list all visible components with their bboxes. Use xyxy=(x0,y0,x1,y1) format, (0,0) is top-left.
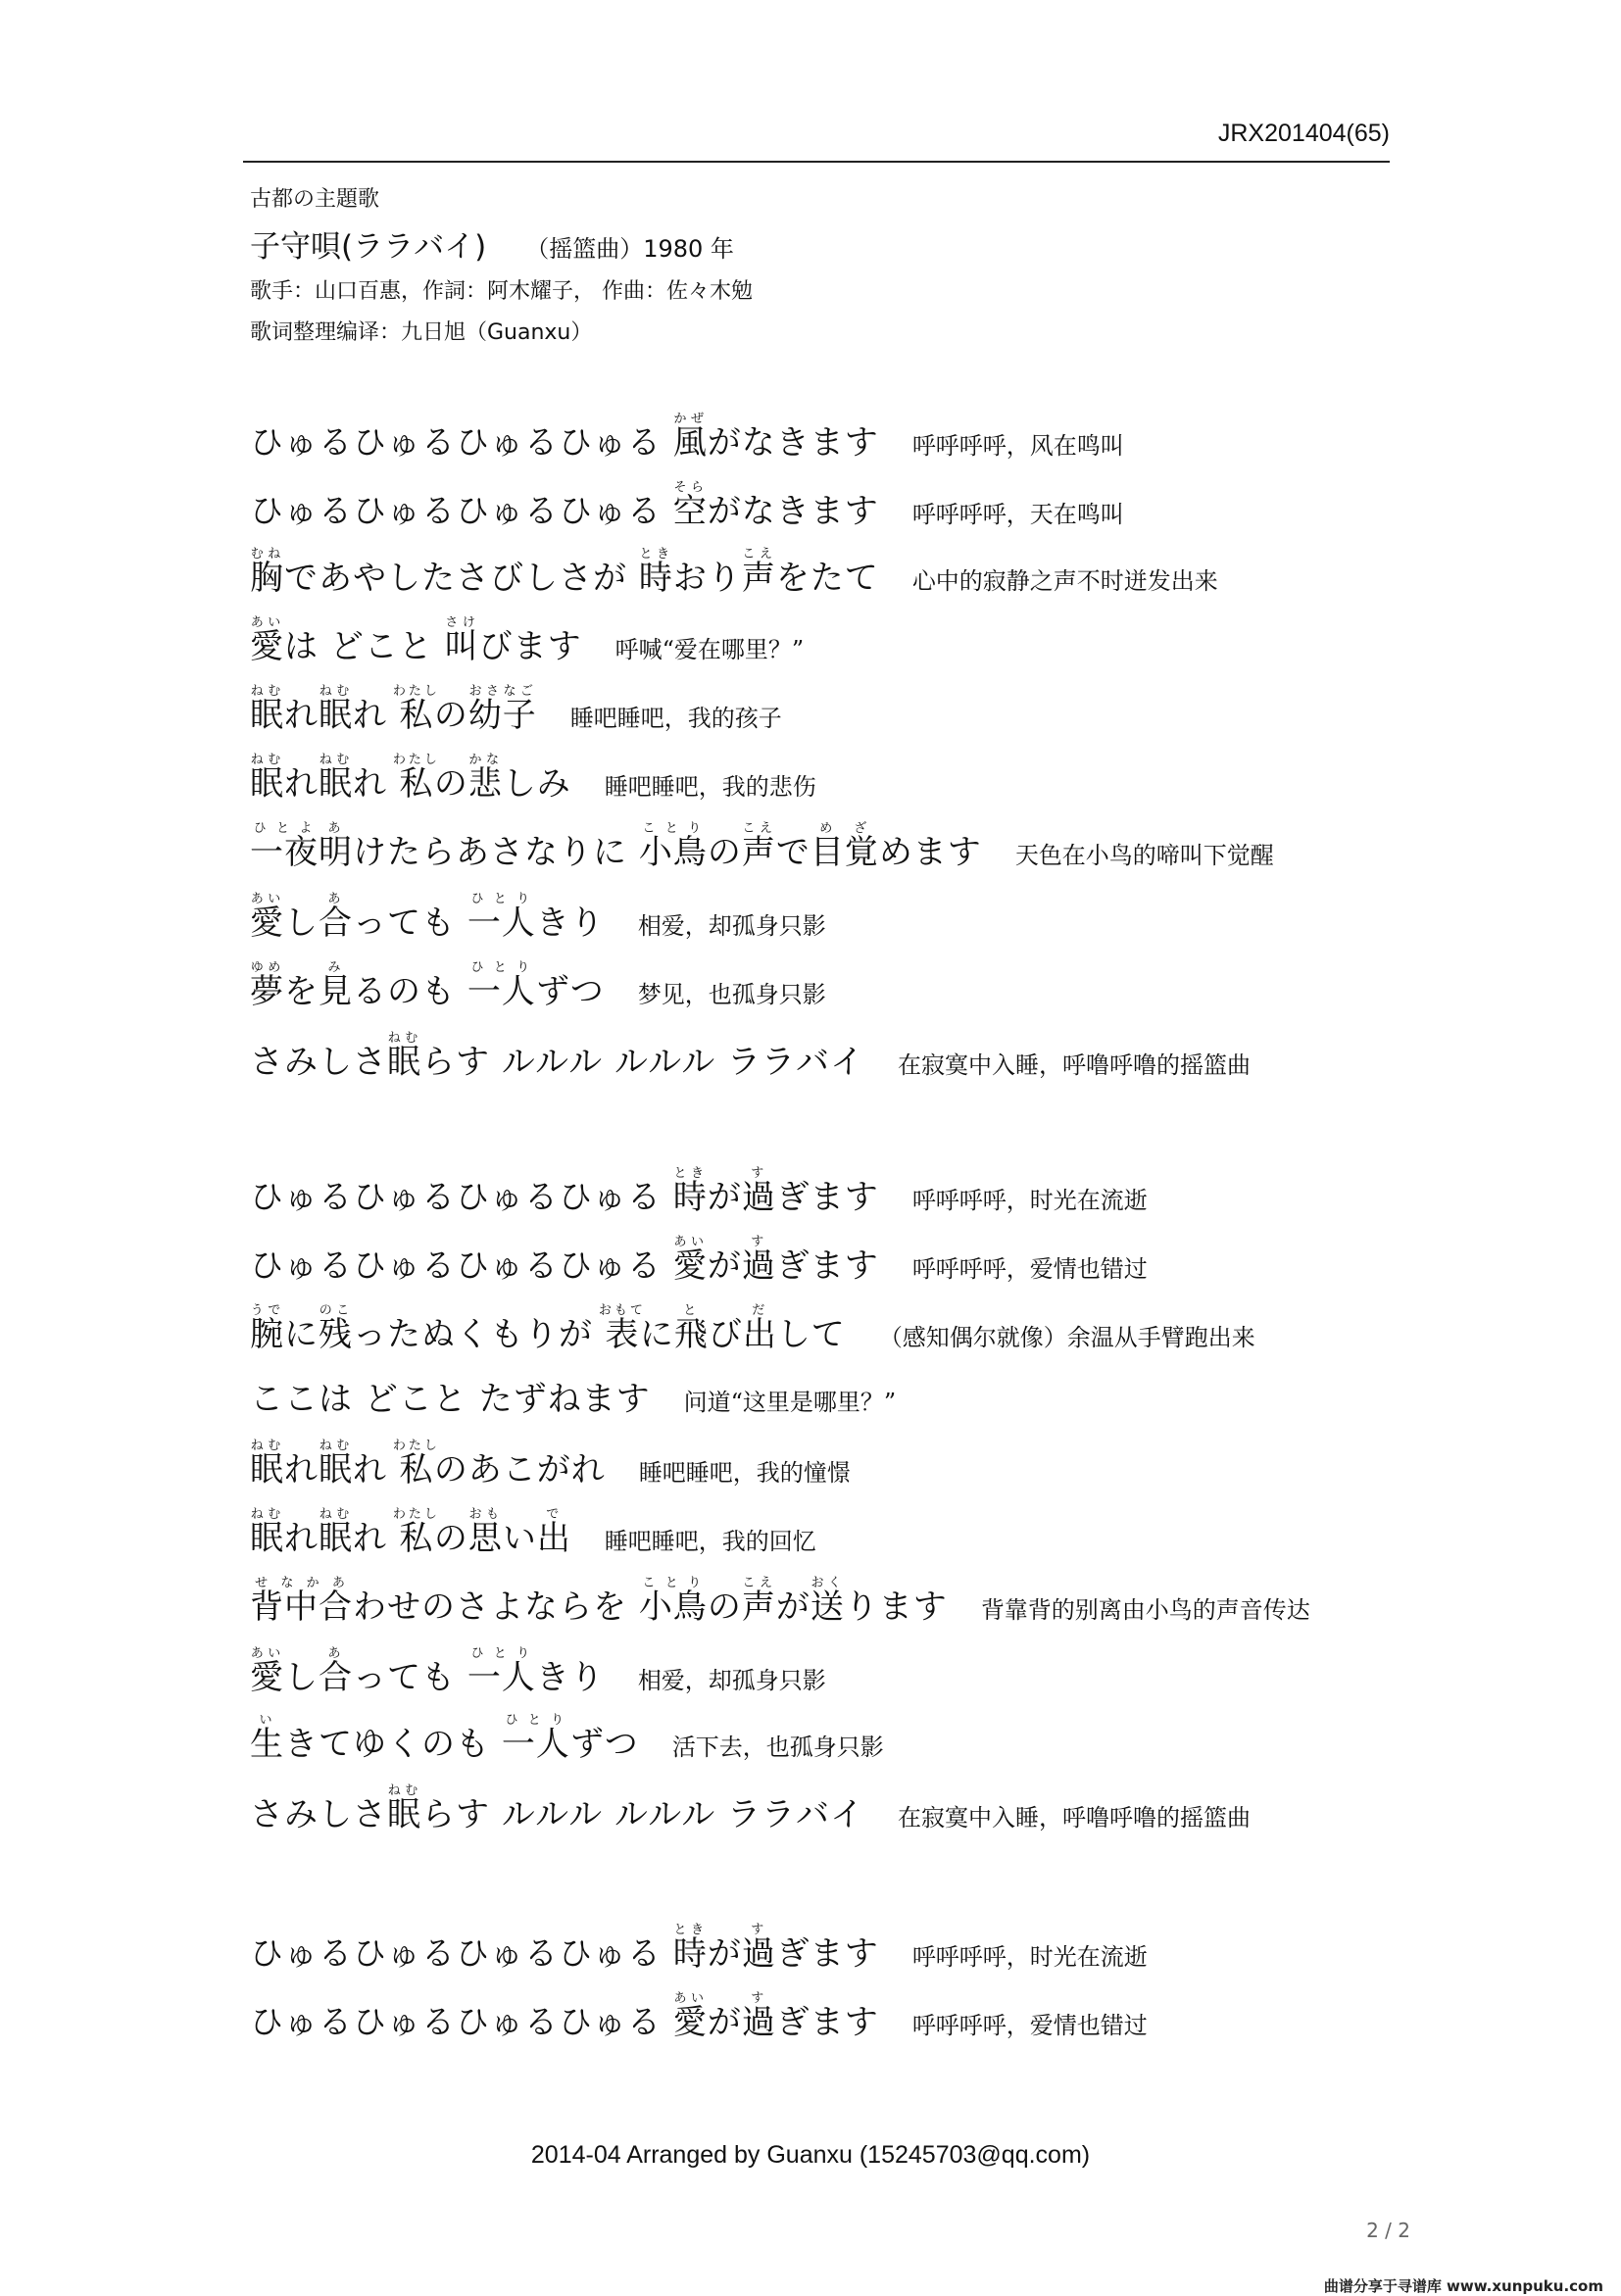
lyric-line xyxy=(250,1713,884,1765)
lyric-japanese: 愛あいは どこと 叫さけびます xyxy=(250,615,582,666)
furigana: ひとり xyxy=(467,960,536,975)
furigana: ねむ xyxy=(319,1439,353,1453)
lyrics-arranger: 歌词整理编译：九日旭（Guanxu） xyxy=(250,320,593,345)
furigana: み xyxy=(319,960,353,975)
lyric-translation: 问道“这里是哪里？” xyxy=(683,1389,897,1416)
lyric-japanese: 夢ゆめを見みるのも 一人ひとりずつ xyxy=(250,960,605,1011)
lyric-translation: 心中的寂静之声不时迸发出来 xyxy=(911,567,1218,595)
furigana: おく xyxy=(810,1576,845,1590)
furigana: あい xyxy=(672,1235,708,1249)
kanji-with-reading: 悲かな xyxy=(467,753,503,804)
furigana: ひとり xyxy=(467,892,536,906)
lyric-japanese: 生いきてゆくのも 一人ひとりずつ xyxy=(250,1713,639,1764)
kanji-with-reading: 眠ねむ xyxy=(250,1507,284,1558)
kanji-with-reading: 合あ xyxy=(319,1646,353,1697)
lyric-translation: 呼呼呼呼，天在鸣叫 xyxy=(911,501,1124,528)
furigana: そら xyxy=(672,480,708,495)
kanji-with-reading: 過す xyxy=(741,1235,776,1286)
kanji-with-reading: 愛あい xyxy=(672,1235,708,1286)
furigana: とき xyxy=(672,1923,708,1937)
furigana: で xyxy=(536,1507,571,1522)
lyric-japanese: ひゅるひゅるひゅるひゅる 風かぜがなきます xyxy=(250,412,879,463)
lyric-translation: 呼呼呼呼，爱情也错过 xyxy=(911,1255,1148,1283)
lyric-line xyxy=(250,821,1274,873)
furigana: す xyxy=(741,1923,776,1937)
lyric-translation: 呼呼呼呼，爱情也错过 xyxy=(911,2012,1148,2039)
lyric-line xyxy=(250,412,1124,464)
furigana: す xyxy=(741,1991,776,2006)
furigana: めざ xyxy=(810,821,879,836)
kanji-with-reading: 私わたし xyxy=(392,753,440,804)
furigana: とき xyxy=(672,1166,708,1181)
furigana: ひとり xyxy=(501,1713,570,1728)
furigana: のこ xyxy=(319,1303,353,1318)
kanji-with-reading: 叫さけ xyxy=(444,615,479,666)
kanji-with-reading: 過す xyxy=(741,1991,776,2042)
lyric-line xyxy=(250,547,1218,599)
furigana: ゆめ xyxy=(250,960,284,975)
kanji-with-reading: 時とき xyxy=(672,1923,708,1974)
furigana: ねむ xyxy=(250,684,284,699)
lyric-japanese: 眠ねむれ眠ねむれ 私わたしのあこがれ xyxy=(250,1439,606,1490)
kanji-with-reading: 愛あい xyxy=(250,615,284,666)
furigana: さけ xyxy=(444,615,479,630)
kanji-with-reading: 思おも xyxy=(467,1507,503,1558)
furigana: あい xyxy=(250,1646,284,1661)
furigana: あい xyxy=(672,1991,708,2006)
lyric-japanese: さみしさ眠ねむらす ルルル ルルル ララバイ xyxy=(250,1031,865,1082)
furigana: わたし xyxy=(392,1507,440,1522)
kanji-with-reading: 送おく xyxy=(810,1576,845,1627)
kanji-with-reading: 一人ひとり xyxy=(467,1646,536,1697)
kanji-with-reading: 愛あい xyxy=(250,1646,284,1697)
lyric-line xyxy=(250,1923,1148,1975)
lyric-translation: 睡吧睡吧，我的回忆 xyxy=(604,1528,816,1555)
lyric-japanese: ここは どこと たずねます xyxy=(250,1380,651,1419)
furigana: ねむ xyxy=(319,1507,353,1522)
lyric-translation: 在寂寞中入睡，呼噜呼噜的摇篮曲 xyxy=(898,1051,1252,1079)
kanji-with-reading: 声こえ xyxy=(741,1576,776,1627)
furigana: かぜ xyxy=(672,412,708,426)
lyric-japanese: 愛あいし合あっても 一人ひとりきり xyxy=(250,892,605,943)
furigana: わたし xyxy=(392,753,440,767)
lyric-translation: 相爱，却孤身只影 xyxy=(637,1667,826,1694)
furigana: あ xyxy=(319,1646,353,1661)
kanji-with-reading: 見み xyxy=(319,960,353,1011)
lyric-translation: 相爱，却孤身只影 xyxy=(637,912,826,940)
furigana: ことり xyxy=(638,1576,708,1590)
lyric-japanese: さみしさ眠ねむらす ルルル ルルル ララバイ xyxy=(250,1783,865,1834)
lyric-japanese: ひゅるひゅるひゅるひゅる 時ときが過すぎます xyxy=(250,1166,879,1217)
kanji-with-reading: 眠ねむ xyxy=(250,1439,284,1490)
kanji-with-reading: 眠ねむ xyxy=(387,1783,421,1834)
lyric-japanese: 眠ねむれ眠ねむれ 私わたしの悲かなしみ xyxy=(250,753,571,804)
furigana: だ xyxy=(742,1303,777,1318)
furigana: こえ xyxy=(741,547,776,562)
document-code: JRX201404(65) xyxy=(1217,120,1390,147)
lyric-translation: 活下去，也孤身只影 xyxy=(671,1734,884,1761)
furigana: うで xyxy=(250,1303,284,1318)
lyric-translation: 天色在小鸟的啼叫下觉醒 xyxy=(1014,842,1274,869)
lyric-line xyxy=(250,480,1124,532)
lyric-line xyxy=(250,1235,1148,1287)
song-title: 子守唄(ララバイ) xyxy=(250,229,487,265)
kanji-with-reading: 風かぜ xyxy=(672,412,708,463)
song-subtitle: （摇篮曲）1980 年 xyxy=(525,235,734,263)
lyric-japanese: ひゅるひゅるひゅるひゅる 時ときが過すぎます xyxy=(250,1923,879,1974)
kanji-with-reading: 声こえ xyxy=(741,547,776,598)
page-number: 2 / 2 xyxy=(1366,2219,1410,2242)
lyric-translation: 呼呼呼呼，风在鸣叫 xyxy=(911,432,1124,460)
kanji-with-reading: 出だ xyxy=(742,1303,777,1354)
kanji-with-reading: 眠ねむ xyxy=(387,1031,421,1082)
lyric-line xyxy=(250,1576,1310,1628)
furigana: す xyxy=(741,1235,776,1249)
kanji-with-reading: 時とき xyxy=(638,547,673,598)
furigana: ねむ xyxy=(250,1507,284,1522)
furigana: おもて xyxy=(598,1303,646,1318)
site-watermark: 曲谱分享于寻谱库 www.xunpuku.com xyxy=(1323,2277,1603,2295)
kanji-with-reading: 小鳥ことり xyxy=(638,821,708,872)
furigana: あ xyxy=(319,892,353,906)
furigana: ねむ xyxy=(319,684,353,699)
kanji-with-reading: 私わたし xyxy=(392,684,440,735)
furigana: かな xyxy=(467,753,503,767)
furigana: わたし xyxy=(392,1439,440,1453)
kanji-with-reading: 一人ひとり xyxy=(467,892,536,943)
kanji-with-reading: 腕うで xyxy=(250,1303,284,1354)
lyric-japanese: 胸むねであやしたさびしさが 時ときおり声こえをたて xyxy=(250,547,879,598)
lyric-line xyxy=(250,1783,1251,1835)
furigana: むね xyxy=(250,547,284,562)
footer-credit: 2014-04 Arranged by Guanxu (15245703@qq.com) xyxy=(530,2141,1091,2169)
furigana: ねむ xyxy=(319,753,353,767)
lyric-line xyxy=(250,1166,1148,1218)
furigana: とき xyxy=(638,547,673,562)
furigana: ねむ xyxy=(387,1783,421,1798)
furigana: ことり xyxy=(638,821,708,836)
furigana: す xyxy=(741,1166,776,1181)
song-title-line xyxy=(250,221,734,266)
kanji-with-reading: 出で xyxy=(536,1507,571,1558)
kanji-with-reading: 眠ねむ xyxy=(250,753,284,804)
lyric-japanese: 愛あいし合あっても 一人ひとりきり xyxy=(250,1646,605,1697)
kanji-with-reading: 過す xyxy=(741,1923,776,1974)
kanji-with-reading: 眠ねむ xyxy=(319,684,353,735)
kanji-with-reading: 表おもて xyxy=(598,1303,646,1354)
lyric-translation: 睡吧睡吧，我的憧憬 xyxy=(638,1459,851,1487)
kanji-with-reading: 声こえ xyxy=(741,821,776,872)
lyric-translation: 睡吧睡吧，我的孩子 xyxy=(569,705,782,732)
furigana: こえ xyxy=(741,1576,776,1590)
lyric-translation: 在寂寞中入睡，呼噜呼噜的摇篮曲 xyxy=(898,1804,1252,1832)
header-divider xyxy=(243,161,1390,163)
kanji-with-reading: 生い xyxy=(250,1713,284,1764)
kanji-with-reading: 空そら xyxy=(672,480,708,531)
furigana: ねむ xyxy=(387,1031,421,1046)
lyric-translation: 睡吧睡吧，我的悲伤 xyxy=(604,773,816,801)
furigana: ねむ xyxy=(250,1439,284,1453)
furigana: と xyxy=(673,1303,709,1318)
furigana: い xyxy=(250,1713,284,1728)
kanji-with-reading: 目覚めざ xyxy=(810,821,879,872)
lyric-japanese: 眠ねむれ眠ねむれ 私わたしの幼子おさなご xyxy=(250,684,537,735)
song-credits: 歌手：山口百惠，作詞：阿木耀子， 作曲：佐々木勉 xyxy=(250,279,753,304)
kanji-with-reading: 眠ねむ xyxy=(319,1507,353,1558)
lyric-translation: 梦见，也孤身只影 xyxy=(637,981,826,1008)
kanji-with-reading: 合あ xyxy=(319,892,353,943)
lyric-japanese: ひゅるひゅるひゅるひゅる 愛あいが過すぎます xyxy=(250,1235,879,1286)
kanji-with-reading: 一人ひとり xyxy=(501,1713,570,1764)
furigana: ねむ xyxy=(250,753,284,767)
furigana: おも xyxy=(467,1507,503,1522)
lyric-line xyxy=(250,753,816,805)
lyric-line xyxy=(250,1646,826,1698)
lyric-line xyxy=(250,1507,816,1559)
kanji-with-reading: 過す xyxy=(741,1166,776,1217)
furigana: こえ xyxy=(741,821,776,836)
kanji-with-reading: 眠ねむ xyxy=(250,684,284,735)
kanji-with-reading: 幼子おさなご xyxy=(467,684,537,735)
lyric-japanese: 眠ねむれ眠ねむれ 私わたしの思おもい出で xyxy=(250,1507,571,1558)
lyric-line xyxy=(250,684,782,736)
furigana: わたし xyxy=(392,684,440,699)
lyric-japanese: 背中合せなかあわせのさよならを 小鳥ことりの声こえが送おくります xyxy=(250,1576,948,1627)
kanji-with-reading: 私わたし xyxy=(392,1439,440,1490)
furigana: あ xyxy=(319,821,353,836)
kanji-with-reading: 眠ねむ xyxy=(319,753,353,804)
lyric-japanese: 腕うでに残のこったぬくもりが 表おもてに飛とび出だして xyxy=(250,1303,846,1354)
lyric-japanese: ひゅるひゅるひゅるひゅる 愛あいが過すぎます xyxy=(250,1991,879,2042)
kanji-with-reading: 残のこ xyxy=(319,1303,353,1354)
kanji-with-reading: 時とき xyxy=(672,1166,708,1217)
furigana: ひとり xyxy=(467,1646,536,1661)
lyric-line xyxy=(250,1372,896,1420)
lyric-translation: 呼喊“爱在哪里？” xyxy=(614,636,805,663)
kanji-with-reading: 愛あい xyxy=(672,1991,708,2042)
lyric-translation: 呼呼呼呼，时光在流逝 xyxy=(911,1943,1148,1971)
lyric-line xyxy=(250,615,804,667)
lyric-line xyxy=(250,1031,1251,1083)
kanji-with-reading: 私わたし xyxy=(392,1507,440,1558)
kanji-with-reading: 明あ xyxy=(319,821,353,872)
furigana: あい xyxy=(250,615,284,630)
lyric-line xyxy=(250,960,826,1012)
lyric-line xyxy=(250,1439,851,1490)
kanji-with-reading: 一人ひとり xyxy=(467,960,536,1011)
kanji-with-reading: 眠ねむ xyxy=(319,1439,353,1490)
lyric-line xyxy=(250,1991,1148,2043)
kanji-with-reading: 一夜ひとよ xyxy=(250,821,319,872)
lyric-translation: （感知偶尔就像）余温从手臂跑出来 xyxy=(878,1324,1255,1351)
furigana: あい xyxy=(250,892,284,906)
kanji-with-reading: 背中合せなかあ xyxy=(250,1576,353,1627)
furigana: おさなご xyxy=(467,684,537,699)
lyric-translation: 呼呼呼呼，时光在流逝 xyxy=(911,1187,1148,1214)
lyric-japanese: ひゅるひゅるひゅるひゅる 空そらがなきます xyxy=(250,480,879,531)
lyric-line xyxy=(250,1303,1255,1355)
lyric-japanese: 一夜ひとよ明あけたらあさなりに 小鳥ことりの声こえで目覚めざめます xyxy=(250,821,982,872)
lyric-line xyxy=(250,892,826,944)
song-category: 古都の主題歌 xyxy=(250,187,380,212)
furigana: ひとよ xyxy=(250,821,319,836)
lyric-translation: 背靠背的别离由小鸟的声音传达 xyxy=(980,1596,1310,1624)
kanji-with-reading: 夢ゆめ xyxy=(250,960,284,1011)
kanji-with-reading: 胸むね xyxy=(250,547,284,598)
furigana: せなかあ xyxy=(250,1576,353,1590)
kanji-with-reading: 愛あい xyxy=(250,892,284,943)
kanji-with-reading: 小鳥ことり xyxy=(638,1576,708,1627)
kanji-with-reading: 飛と xyxy=(673,1303,709,1354)
